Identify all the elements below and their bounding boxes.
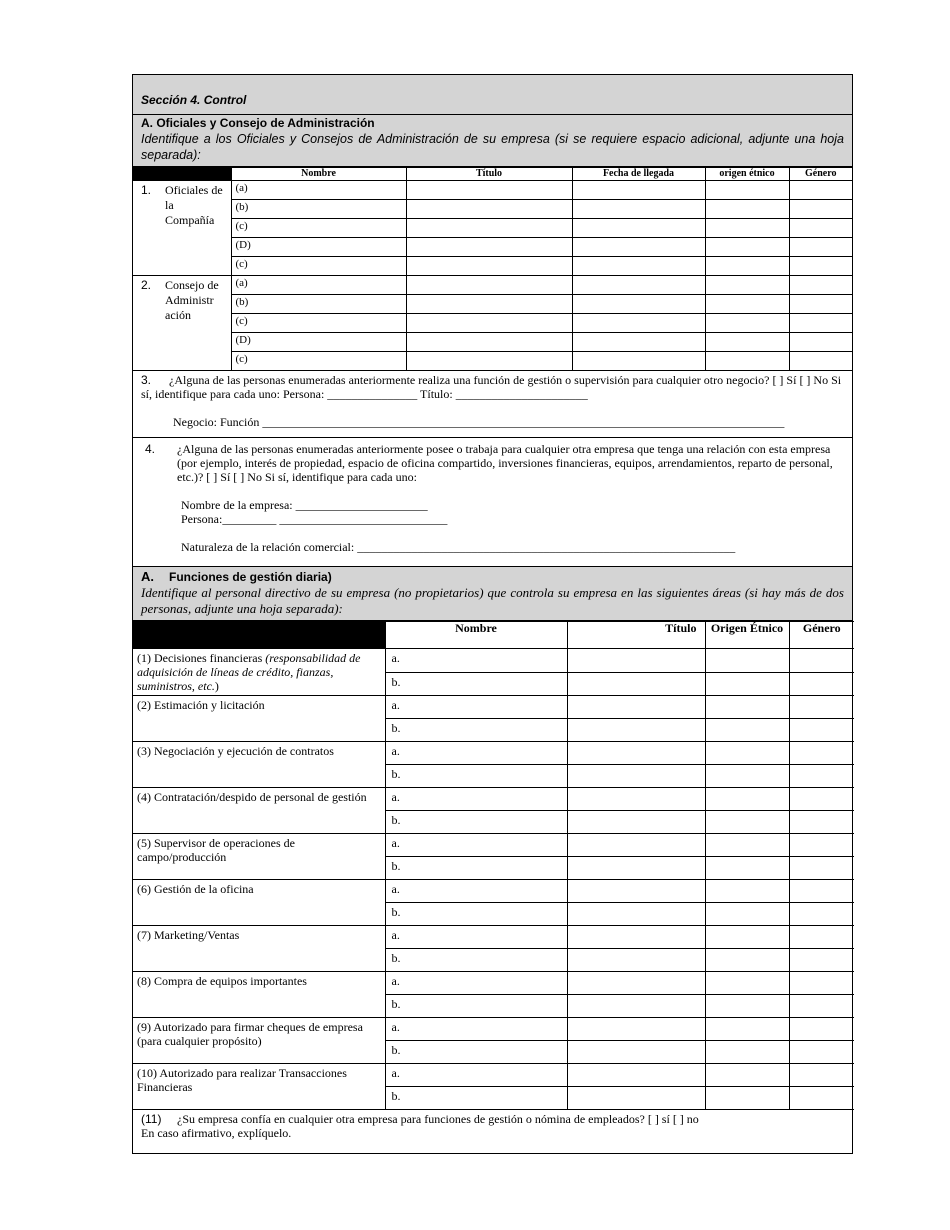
management-gender-cell[interactable] bbox=[789, 857, 854, 880]
officer-name-cell[interactable]: (c) bbox=[231, 314, 406, 333]
management-area-label bbox=[133, 1018, 385, 1064]
management-title-cell[interactable] bbox=[567, 1087, 705, 1110]
officer-origin-cell[interactable] bbox=[705, 219, 789, 238]
management-area-text: (4) Contratación/despido de personal de gestión bbox=[137, 790, 367, 804]
management-title-cell[interactable] bbox=[567, 649, 705, 673]
management-area-note: (responsabilidad de adquisición de líneas de crédito, fianzas, suministros, etc. bbox=[137, 651, 361, 693]
officer-row bbox=[133, 276, 852, 295]
management-gender-cell[interactable] bbox=[789, 995, 854, 1018]
management-gender-cell[interactable] bbox=[789, 719, 854, 742]
management-area-label bbox=[133, 880, 385, 926]
officer-date-cell[interactable] bbox=[572, 238, 705, 257]
officer-gender-cell[interactable] bbox=[789, 314, 852, 333]
management-title-cell[interactable] bbox=[567, 696, 705, 719]
officer-row bbox=[133, 257, 852, 276]
management-origin-cell[interactable] bbox=[705, 972, 789, 995]
officer-title-cell[interactable] bbox=[406, 257, 572, 276]
management-origin-cell[interactable] bbox=[705, 834, 789, 857]
management-origin-cell[interactable] bbox=[705, 880, 789, 903]
management-name-cell[interactable]: a. bbox=[385, 834, 567, 857]
management-area-text: (9) Autorizado para firmar cheques de empresa (para cualquier propósito) bbox=[137, 1020, 363, 1048]
officer-name-cell[interactable]: (a) bbox=[231, 276, 406, 295]
col-b-genero: Género bbox=[789, 622, 854, 649]
question-3 bbox=[133, 371, 852, 438]
officer-gender-cell[interactable] bbox=[789, 181, 852, 200]
management-area-label bbox=[133, 788, 385, 834]
officer-row bbox=[133, 181, 852, 200]
section-title: Sección 4. Control bbox=[133, 75, 852, 115]
part-a-description: Identifique a los Oficiales y Consejos de Administración de su empresa (si se requiere espacio adicional, adjunte una hoja separada): bbox=[141, 132, 844, 162]
management-name-cell[interactable]: b. bbox=[385, 1087, 567, 1110]
management-area-label bbox=[133, 742, 385, 788]
officer-title-cell[interactable] bbox=[406, 333, 572, 352]
officer-date-cell[interactable] bbox=[572, 257, 705, 276]
officer-title-cell[interactable] bbox=[406, 314, 572, 333]
management-name-cell[interactable]: a. bbox=[385, 972, 567, 995]
management-origin-cell[interactable] bbox=[705, 949, 789, 972]
management-title-cell[interactable] bbox=[567, 1018, 705, 1041]
col-titulo: Título bbox=[406, 168, 572, 181]
management-row bbox=[133, 926, 854, 949]
officer-name-cell[interactable]: (c) bbox=[231, 352, 406, 371]
officer-group-label bbox=[133, 181, 231, 276]
management-gender-cell[interactable] bbox=[789, 880, 854, 903]
management-name-cell[interactable]: b. bbox=[385, 903, 567, 926]
officer-name-cell[interactable]: (D) bbox=[231, 238, 406, 257]
management-name-cell[interactable]: b. bbox=[385, 672, 567, 696]
officer-gender-cell[interactable] bbox=[789, 219, 852, 238]
part-a-header bbox=[133, 115, 852, 167]
management-name-cell[interactable]: b. bbox=[385, 1041, 567, 1064]
officer-row bbox=[133, 352, 852, 371]
management-title-cell[interactable] bbox=[567, 903, 705, 926]
officer-date-cell[interactable] bbox=[572, 200, 705, 219]
management-area-text: (7) Marketing/Ventas bbox=[137, 928, 240, 942]
part-b-title: Funciones de gestión diaria) bbox=[169, 570, 332, 584]
officer-name-cell[interactable]: (b) bbox=[231, 295, 406, 314]
management-gender-cell[interactable] bbox=[789, 696, 854, 719]
officer-group-label bbox=[133, 276, 231, 371]
management-title-cell[interactable] bbox=[567, 1041, 705, 1064]
officer-title-cell[interactable] bbox=[406, 238, 572, 257]
management-gender-cell[interactable] bbox=[789, 1064, 854, 1087]
officer-group-title: Oficiales de la Compañía bbox=[165, 183, 223, 227]
officer-date-cell[interactable] bbox=[572, 295, 705, 314]
management-area-label bbox=[133, 926, 385, 972]
management-area-text: (5) Supervisor de operaciones de campo/producción bbox=[137, 836, 295, 864]
management-gender-cell[interactable] bbox=[789, 788, 854, 811]
management-name-cell[interactable]: b. bbox=[385, 765, 567, 788]
officer-date-cell[interactable] bbox=[572, 276, 705, 295]
officer-name-cell[interactable]: (b) bbox=[231, 200, 406, 219]
management-name-cell[interactable]: b. bbox=[385, 949, 567, 972]
management-gender-cell[interactable] bbox=[789, 742, 854, 765]
question-3-number: 3. bbox=[141, 373, 152, 387]
question-11-explain[interactable]: En caso afirmativo, explíquelo. bbox=[141, 1126, 292, 1140]
officer-origin-cell[interactable] bbox=[705, 295, 789, 314]
management-title-cell[interactable] bbox=[567, 972, 705, 995]
officer-gender-cell[interactable] bbox=[789, 200, 852, 219]
management-origin-cell[interactable] bbox=[705, 903, 789, 926]
management-origin-cell[interactable] bbox=[705, 926, 789, 949]
management-origin-cell[interactable] bbox=[705, 1018, 789, 1041]
management-origin-cell[interactable] bbox=[705, 811, 789, 834]
officer-row bbox=[133, 219, 852, 238]
management-title-cell[interactable] bbox=[567, 949, 705, 972]
col-b-nombre: Nombre bbox=[385, 622, 567, 649]
question-4-text[interactable]: ¿Alguna de las personas enumeradas anteriormente posee o trabaja para cualquier otra empresa que tenga una relación con esta empresa (por ejemplo, interés de propiedad, espacio de oficina compartido, inversiones financieras, equipos, arrendamientos, reparto de personal, etc.)? [ ] Sí [ ] No Si sí, identifique para cada uno: bbox=[177, 442, 833, 484]
officers-table bbox=[133, 167, 852, 371]
question-11-number: (11) bbox=[141, 1112, 162, 1126]
management-gender-cell[interactable] bbox=[789, 1087, 854, 1110]
management-origin-cell[interactable] bbox=[705, 719, 789, 742]
officer-date-cell[interactable] bbox=[572, 219, 705, 238]
officers-header-blank bbox=[133, 168, 231, 181]
control-form bbox=[132, 74, 853, 1154]
management-title-cell[interactable] bbox=[567, 719, 705, 742]
col-b-origen: Origen Étnico bbox=[705, 622, 789, 649]
management-area-label bbox=[133, 1064, 385, 1110]
management-gender-cell[interactable] bbox=[789, 926, 854, 949]
management-row bbox=[133, 649, 854, 673]
management-area-label bbox=[133, 834, 385, 880]
management-title-cell[interactable] bbox=[567, 995, 705, 1018]
officer-gender-cell[interactable] bbox=[789, 295, 852, 314]
management-title-cell[interactable] bbox=[567, 672, 705, 696]
management-origin-cell[interactable] bbox=[705, 649, 789, 673]
management-name-cell[interactable]: a. bbox=[385, 1018, 567, 1041]
col-origen: origen étnico bbox=[705, 168, 789, 181]
management-area-label bbox=[133, 972, 385, 1018]
management-origin-cell[interactable] bbox=[705, 788, 789, 811]
management-name-cell[interactable]: a. bbox=[385, 926, 567, 949]
col-b-titulo: Título bbox=[567, 622, 705, 649]
management-header-blank bbox=[133, 622, 385, 649]
col-genero: Género bbox=[789, 168, 852, 181]
management-area-text: (6) Gestión de la oficina bbox=[137, 882, 254, 896]
management-row bbox=[133, 1064, 854, 1087]
management-row bbox=[133, 880, 854, 903]
management-area-text: (2) Estimación y licitación bbox=[137, 698, 265, 712]
management-title-cell[interactable] bbox=[567, 880, 705, 903]
part-b-header bbox=[133, 567, 852, 621]
officer-title-cell[interactable] bbox=[406, 295, 572, 314]
management-title-cell[interactable] bbox=[567, 834, 705, 857]
management-gender-cell[interactable] bbox=[789, 811, 854, 834]
officer-title-cell[interactable] bbox=[406, 276, 572, 295]
management-title-cell[interactable] bbox=[567, 857, 705, 880]
officer-origin-cell[interactable] bbox=[705, 276, 789, 295]
officer-origin-cell[interactable] bbox=[705, 314, 789, 333]
officer-origin-cell[interactable] bbox=[705, 181, 789, 200]
management-name-cell[interactable]: a. bbox=[385, 1064, 567, 1087]
management-name-cell[interactable]: b. bbox=[385, 857, 567, 880]
management-gender-cell[interactable] bbox=[789, 1041, 854, 1064]
officer-row bbox=[133, 200, 852, 219]
management-origin-cell[interactable] bbox=[705, 857, 789, 880]
management-title-cell[interactable] bbox=[567, 1064, 705, 1087]
officer-date-cell[interactable] bbox=[572, 352, 705, 371]
management-table bbox=[133, 621, 854, 1110]
question-3-text[interactable]: ¿Alguna de las personas enumeradas anteriormente realiza una función de gestión o supervisión para cualquier otro negocio? [ ] Sí [ ] No Si sí, identifique para cada uno: Persona: _______________ Título: ______________________ bbox=[141, 373, 842, 401]
officer-name-cell[interactable]: (c) bbox=[231, 219, 406, 238]
management-name-cell[interactable]: b. bbox=[385, 719, 567, 742]
management-origin-cell[interactable] bbox=[705, 1041, 789, 1064]
officer-gender-cell[interactable] bbox=[789, 257, 852, 276]
officer-row bbox=[133, 314, 852, 333]
officer-name-cell[interactable]: (c) bbox=[231, 257, 406, 276]
officer-title-cell[interactable] bbox=[406, 200, 572, 219]
management-name-cell[interactable]: a. bbox=[385, 788, 567, 811]
management-title-cell[interactable] bbox=[567, 926, 705, 949]
officer-origin-cell[interactable] bbox=[705, 200, 789, 219]
question-4-person[interactable]: Persona:_________ ____________________________ bbox=[181, 512, 448, 526]
management-gender-cell[interactable] bbox=[789, 765, 854, 788]
management-row bbox=[133, 788, 854, 811]
management-row bbox=[133, 696, 854, 719]
officer-gender-cell[interactable] bbox=[789, 238, 852, 257]
management-gender-cell[interactable] bbox=[789, 834, 854, 857]
management-name-cell[interactable]: a. bbox=[385, 742, 567, 765]
question-11-text[interactable]: ¿Su empresa confía en cualquier otra empresa para funciones de gestión o nómina de empleados? [ ] sí [ ] no bbox=[177, 1112, 699, 1126]
management-area-text: (3) Negociación y ejecución de contratos bbox=[137, 744, 334, 758]
management-row bbox=[133, 834, 854, 857]
officer-origin-cell[interactable] bbox=[705, 352, 789, 371]
management-row bbox=[133, 742, 854, 765]
management-title-cell[interactable] bbox=[567, 742, 705, 765]
management-row bbox=[133, 972, 854, 995]
management-gender-cell[interactable] bbox=[789, 1018, 854, 1041]
officer-row bbox=[133, 295, 852, 314]
officer-group-title: Consejo de Administr ación bbox=[165, 278, 219, 322]
officer-origin-cell[interactable] bbox=[705, 333, 789, 352]
question-4-company[interactable]: Nombre de la empresa: ______________________ bbox=[181, 498, 428, 512]
officer-group-number: 1. bbox=[141, 183, 152, 197]
question-4-relation[interactable]: Naturaleza de la relación comercial: _______________________________________________________________ bbox=[181, 540, 736, 554]
management-gender-cell[interactable] bbox=[789, 972, 854, 995]
management-origin-cell[interactable] bbox=[705, 765, 789, 788]
officer-title-cell[interactable] bbox=[406, 219, 572, 238]
col-fecha: Fecha de llegada bbox=[572, 168, 705, 181]
officer-group-number: 2. bbox=[141, 278, 152, 292]
officer-date-cell[interactable] bbox=[572, 181, 705, 200]
management-area-text: (10) Autorizado para realizar Transacciones Financieras bbox=[137, 1066, 347, 1094]
part-b-letter: A. bbox=[141, 569, 154, 584]
management-origin-cell[interactable] bbox=[705, 672, 789, 696]
officer-name-cell[interactable]: (a) bbox=[231, 181, 406, 200]
management-origin-cell[interactable] bbox=[705, 1087, 789, 1110]
management-gender-cell[interactable] bbox=[789, 649, 854, 673]
management-row bbox=[133, 1018, 854, 1041]
management-gender-cell[interactable] bbox=[789, 903, 854, 926]
management-name-cell[interactable]: a. bbox=[385, 696, 567, 719]
management-name-cell[interactable]: a. bbox=[385, 649, 567, 673]
officer-name-cell[interactable]: (D) bbox=[231, 333, 406, 352]
management-area-label bbox=[133, 696, 385, 742]
management-name-cell[interactable]: a. bbox=[385, 880, 567, 903]
officer-gender-cell[interactable] bbox=[789, 333, 852, 352]
management-area-text: (8) Compra de equipos importantes bbox=[137, 974, 307, 988]
officer-row bbox=[133, 333, 852, 352]
management-area-text: (1) Decisiones financieras bbox=[137, 651, 263, 665]
management-title-cell[interactable] bbox=[567, 765, 705, 788]
officer-origin-cell[interactable] bbox=[705, 257, 789, 276]
management-origin-cell[interactable] bbox=[705, 995, 789, 1018]
management-name-cell[interactable]: b. bbox=[385, 811, 567, 834]
col-nombre: Nombre bbox=[231, 168, 406, 181]
management-title-cell[interactable] bbox=[567, 811, 705, 834]
part-a-title: A. Oficiales y Consejo de Administración bbox=[141, 116, 375, 130]
officer-date-cell[interactable] bbox=[572, 314, 705, 333]
question-4-number: 4. bbox=[145, 442, 156, 456]
officer-gender-cell[interactable] bbox=[789, 276, 852, 295]
officer-title-cell[interactable] bbox=[406, 181, 572, 200]
management-origin-cell[interactable] bbox=[705, 696, 789, 719]
management-area-label bbox=[133, 649, 385, 696]
management-area-suffix: ) bbox=[214, 679, 219, 693]
question-4 bbox=[133, 438, 852, 567]
question-3-business[interactable]: Negocio: Función _______________________________________________________________________________________ bbox=[173, 415, 785, 429]
question-11 bbox=[133, 1110, 852, 1153]
officer-date-cell[interactable] bbox=[572, 333, 705, 352]
part-b-description: Identifique al personal directivo de su empresa (no propietarios) que controla su empresa en las siguientes áreas (si hay más de dos personas, adjunte una hoja separada): bbox=[141, 585, 844, 616]
management-name-cell[interactable]: b. bbox=[385, 995, 567, 1018]
officer-gender-cell[interactable] bbox=[789, 352, 852, 371]
officer-row bbox=[133, 238, 852, 257]
management-gender-cell[interactable] bbox=[789, 672, 854, 696]
management-gender-cell[interactable] bbox=[789, 949, 854, 972]
management-origin-cell[interactable] bbox=[705, 742, 789, 765]
officer-title-cell[interactable] bbox=[406, 352, 572, 371]
management-origin-cell[interactable] bbox=[705, 1064, 789, 1087]
officer-origin-cell[interactable] bbox=[705, 238, 789, 257]
management-title-cell[interactable] bbox=[567, 788, 705, 811]
